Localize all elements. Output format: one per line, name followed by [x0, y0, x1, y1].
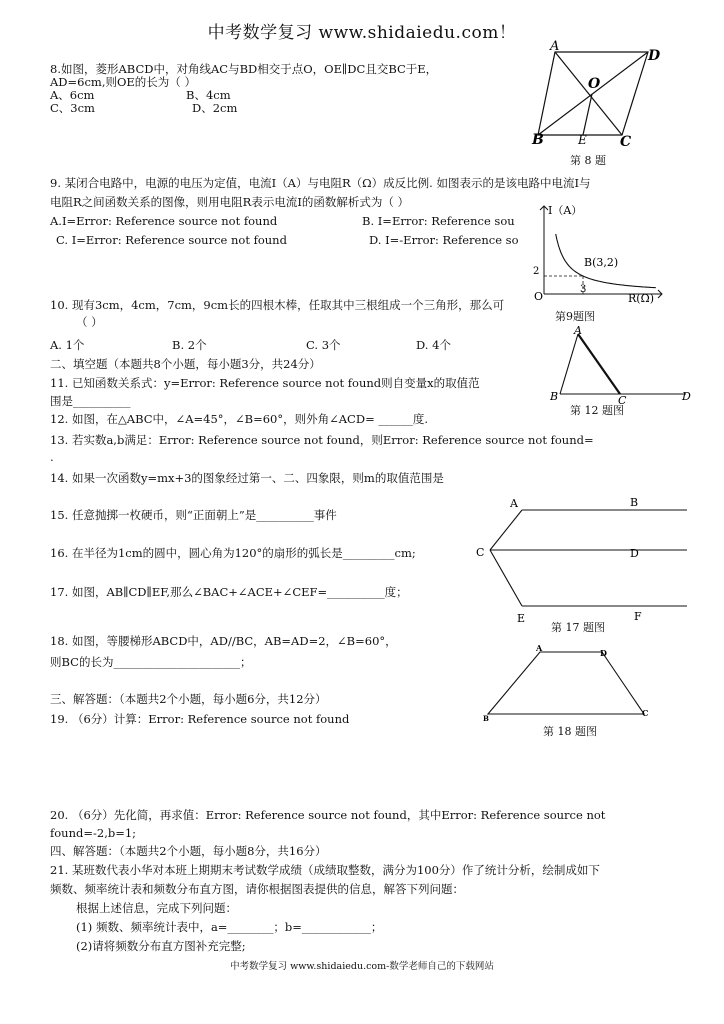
page-footer: 中考数学复习 www.shidaiedu.com-数学老师自己的下载网站 [230, 961, 494, 972]
fig12-label-d: D [682, 390, 691, 403]
fig17-label-b: B [630, 496, 639, 509]
q10-option-c: C. 3个 [306, 338, 341, 352]
q9-text-line1: 9. 某闭合电路中，电源的电压为定值，电流I（A）与电阻R（Ω）成反比例. 如图表示的是该电路中电流I与 [50, 176, 591, 190]
q9-text-line2: 电阻R之间函数关系的图像，则用电阻R表示电流I的函数解析式为（ ） [50, 195, 410, 209]
fig8-label-c: C [620, 134, 632, 150]
q21-text-line2: 频数、频率统计表和频数分布直方图，请你根据图表提供的信息，解答下列问题： [50, 882, 464, 896]
figure-12-triangle [548, 324, 698, 407]
figure-9-graph [532, 198, 672, 306]
fig8-label-a: A [550, 39, 560, 54]
section-4-heading: 四、解答题：（本题共2个小题，每小题8分，共16分） [50, 844, 327, 858]
q9-option-b: B. I=Error: Reference sou [362, 214, 515, 228]
fig18-label-c: C [642, 708, 649, 718]
figure-17-caption: 第 17 题图 [551, 621, 605, 634]
fig8-label-e: E [578, 133, 587, 147]
q15-text: 15. 任意抛掷一枚硬币，则“正面朝上”是__________事件 [50, 508, 337, 522]
q19-text: 19. （6分）计算：Error: Reference source not found [50, 712, 350, 726]
figure-18-trapezoid [480, 644, 660, 724]
fig9-tick-y: 2 [533, 266, 540, 277]
q21-part-2: (2)请将频数分布直方图补充完整; [76, 939, 246, 953]
figure-12-caption: 第 12 题图 [570, 404, 624, 417]
q8-option-a: A、6cm [50, 88, 95, 102]
fig17-label-e: E [517, 612, 526, 625]
q13-text-line2: . [50, 450, 54, 464]
fig12-label-c: C [618, 394, 627, 407]
fig9-ylabel: I（A） [548, 204, 583, 217]
fig18-label-b: B [483, 714, 489, 723]
q9-option-a: A.I=Error: Reference source not found [50, 214, 278, 228]
q12-text: 12. 如图，在△ABC中，∠A=45°，∠B=60°，则外角∠ACD= ______度. [50, 412, 429, 426]
q9-option-c: C. I=Error: Reference source not found [56, 233, 287, 247]
q21-text-line1: 21. 某班数代表小华对本班上期期末考试数学成绩（成绩取整数，满分为100分）作了统计分析，绘制成如下 [50, 863, 600, 877]
figure-18-caption: 第 18 题图 [543, 725, 597, 738]
fig18-label-d: D [600, 648, 607, 658]
q9-option-d: D. I=-Error: Reference so [369, 233, 519, 247]
q10-option-d: D. 4个 [416, 338, 451, 352]
figure-8-caption: 第 8 题 [570, 154, 606, 167]
fig9-point-label: B(3,2) [584, 256, 619, 269]
fig17-label-a: A [510, 497, 518, 510]
q17-text: 17. 如图，AB∥CD∥EF,那么∠BAC+∠ACE+∠CEF=__________度； [50, 585, 408, 599]
q8-text-line2: AD=6cm,则OE的长为（ ） [50, 75, 196, 89]
fig12-label-b: B [550, 390, 559, 403]
q16-text: 16. 在半径为1cm的圆中，圆心角为120°的扇形的弧长是_________cm; [50, 546, 416, 560]
q21-text-line3: 根据上述信息，完成下列问题： [76, 901, 237, 915]
section-2-heading: 二、填空题（本题共8个小题，每小题3分，共24分） [50, 357, 321, 371]
fig8-label-o: O [588, 76, 601, 92]
q10-option-b: B. 2个 [172, 338, 207, 352]
figure-9-caption: 第9题图 [555, 310, 595, 323]
q10-text-line2: （ ） [76, 315, 103, 329]
q8-option-d: D、2cm [192, 101, 238, 115]
q20-text-line1: 20. （6分）先化简，再求值：Error: Reference source not found，其中Error: Reference source not [50, 808, 606, 822]
figure-8-rhombus [530, 40, 660, 150]
q21-part-1: (1) 频数、频率统计表中，a=________；b=____________； [76, 920, 383, 934]
fig17-label-f: F [634, 610, 642, 623]
fig17-label-d: D [630, 547, 639, 560]
q11-text-line2: 围是__________ [50, 394, 131, 408]
q18-text-line1: 18. 如图，等腰梯形ABCD中，AD//BC，AB=AD=2，∠B=60°， [50, 634, 397, 648]
q14-text: 14. 如果一次函数y=mx+3的图象经过第一、二、四象限，则m的取值范围是 [50, 471, 444, 485]
fig17-label-c: C [476, 546, 485, 559]
q20-text-line2: found=-2,b=1; [50, 826, 137, 840]
q8-option-b: B、4cm [186, 88, 231, 102]
fig8-label-b: B [532, 132, 544, 148]
figure-17-parallel-lines [472, 492, 696, 625]
fig18-label-a: A [536, 643, 543, 653]
page-header: 中考数学复习 www.shidaiedu.com！ [207, 23, 517, 43]
q8-text-line1: 8.如图，菱形ABCD中，对角线AC与BD相交于点O，OE∥DC且交BC于E， [50, 62, 438, 76]
q11-text-line1: 11. 已知函数关系式：y=Error: Reference source not found则自变量x的取值范 [50, 376, 480, 390]
fig9-tick-x: 3 [580, 284, 587, 295]
q10-option-a: A. 1个 [50, 338, 85, 352]
fig9-origin: O [534, 290, 544, 303]
q13-text-line1: 13. 若实数a,b满足：Error: Reference source not found，则Error: Reference source not found= [50, 433, 594, 447]
q8-option-c: C、3cm [50, 101, 95, 115]
section-3-heading: 三、解答题：（本题共2个小题，每小题6分，共12分） [50, 692, 327, 706]
fig8-label-d: D [648, 48, 661, 64]
fig9-xlabel: R(Ω) [628, 292, 654, 305]
fig12-label-a: A [574, 324, 582, 337]
q18-text-line2: 则BC的长为______________________； [50, 655, 252, 669]
q10-text-line1: 10. 现有3cm，4cm，7cm，9cm长的四根木棒，任取其中三根组成一个三角形，那么可 [50, 298, 505, 312]
